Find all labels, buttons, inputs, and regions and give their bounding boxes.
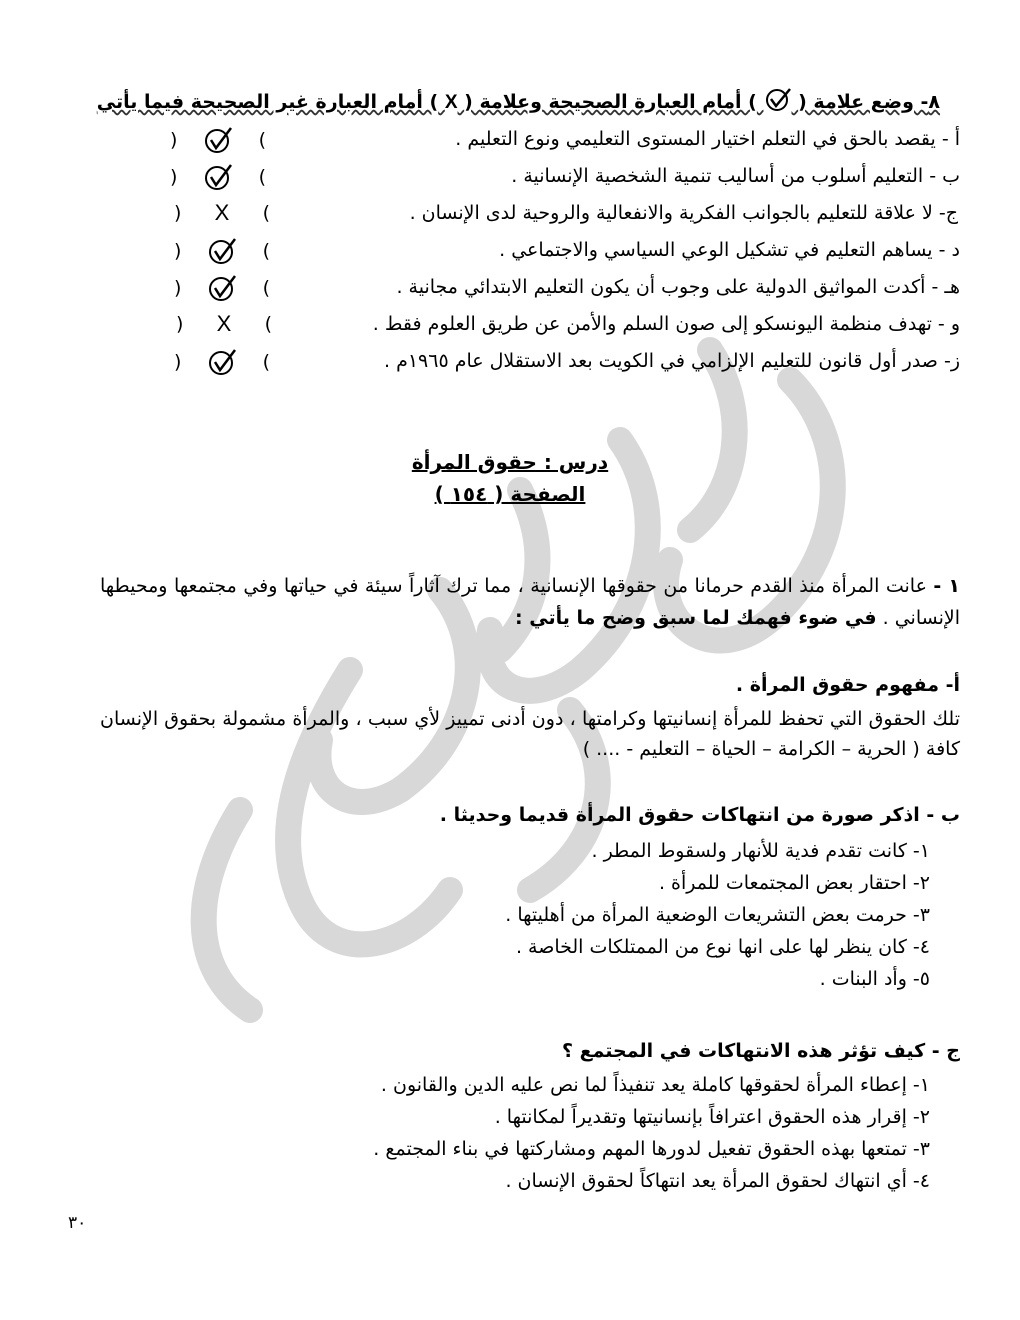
answer-e: ) ( — [174, 274, 270, 302]
answer-d: ) ( — [174, 237, 270, 265]
title-part-a: ٨- وضع علامة ( — [798, 91, 940, 113]
statement-f: و - تهدف منظمة اليونسكو إلى صون السلم والأمن عن طريق العلوم فقط . — [372, 313, 960, 335]
list-item: ٣- حرمت بعض التشريعات الوضعية المرأة من أهليتها . — [505, 904, 930, 926]
page-number: ٣٠ — [68, 1213, 87, 1233]
section-a-text: تلك الحقوق التي تحفظ للمرأة إنسانيتها وكرامتها ، دون أدنى تمييز لأي سبب ، والمرأة مشمولة بحقوق الإنسان كافة ( الحرية – الكرامة – الحياة – التعليم - .... ) — [100, 708, 960, 760]
list-item: ٥- وأد البنات . — [819, 968, 930, 990]
intro-instruction: في ضوء فهمك لما سبق وضح ما يأتي : — [515, 607, 877, 629]
section-c-heading: ج - كيف تؤثر هذه الانتهاكات في المجتمع ؟ — [561, 1040, 960, 1062]
intro-text: عانت المرأة منذ القدم حرمانا من حقوقها الإنسانية ، مما ترك آثاراً سيئة في حياتها وفي مجتمعها ومحيطها الإنساني . — [100, 575, 960, 629]
check-mark-icon — [200, 126, 236, 154]
statement-a: أ - يقصد بالحق في التعلم اختيار المستوى التعليمي ونوع التعليم . — [455, 128, 960, 150]
answer-a: ) ( — [170, 126, 266, 154]
check-mark-icon — [200, 163, 236, 191]
x-mark: X — [216, 311, 232, 336]
statement-d: د - يساهم التعليم في تشكيل الوعي السياسي والاجتماعي . — [499, 239, 960, 261]
list-item: ٣- تمتعها بهذه الحقوق تفعيل لدورها المهم ومشاركتها في بناء المجتمع . — [373, 1138, 930, 1160]
section-a-heading: أ- مفهوم حقوق المرأة . — [735, 674, 960, 696]
statement-b: ب - التعليم أسلوب من أساليب تنمية الشخصية الإنسانية . — [511, 165, 960, 187]
statement-e: هـ - أكدت المواثيق الدولية على وجوب أن يكون التعليم الابتدائي مجانية . — [396, 276, 960, 298]
x-mark-label: X — [444, 92, 458, 113]
check-mark-icon — [204, 237, 240, 265]
lesson-title: درس : حقوق المرأة — [411, 450, 609, 474]
intro-number: ١ - — [933, 575, 960, 597]
check-mark-icon — [764, 87, 792, 118]
title-part-c: ) أمام العبارة غير الصحيحة فيما يأتي — [96, 91, 439, 113]
statement-c: ج- لا علاقة للتعليم بالجوانب الفكرية والانفعالية والروحية لدى الإنسان . — [409, 202, 958, 224]
answer-f: ) X ( — [176, 311, 272, 336]
title-part-b: ) أمام العبارة الصحيحة وعلامة ( — [464, 91, 757, 113]
statement-g: ز- صدر أول قانون للتعليم الإلزامي في الكويت بعد الاستقلال عام ١٩٦٥م . — [383, 350, 960, 372]
section-b-heading: ب - اذكر صورة من انتهاكات حقوق المرأة قديما وحديثا . — [439, 804, 960, 826]
check-mark-icon — [204, 348, 240, 376]
answer-c: ) X ( — [174, 200, 270, 225]
answer-g: ) ( — [174, 348, 270, 376]
list-item: ٤- كان ينظر لها على انها نوع من الممتلكات الخاصة . — [515, 936, 930, 958]
check-mark-icon — [204, 274, 240, 302]
intro-paragraph — [100, 570, 960, 634]
question-8-title — [97, 87, 940, 118]
answer-b: ) ( — [170, 163, 266, 191]
list-item: ٤- أي انتهاك لحقوق المرأة يعد انتهاكاً لحقوق الإنسان . — [505, 1170, 930, 1192]
lesson-page: الصفحة ( ١٥٤ ) — [434, 482, 586, 506]
list-item: ٢- إقرار هذه الحقوق اعترافاً بإنسانيتها وتقديراً لمكانتها . — [494, 1106, 930, 1128]
x-mark: X — [214, 200, 230, 225]
list-item: ١- كانت تقدم فدية للأنهار ولسقوط المطر . — [591, 840, 930, 862]
list-item: ١- إعطاء المرأة لحقوقها كاملة يعد تنفيذاً لما نص عليه الدين والقانون . — [380, 1074, 930, 1096]
list-item: ٢- احتقار بعض المجتمعات للمرأة . — [658, 872, 930, 894]
